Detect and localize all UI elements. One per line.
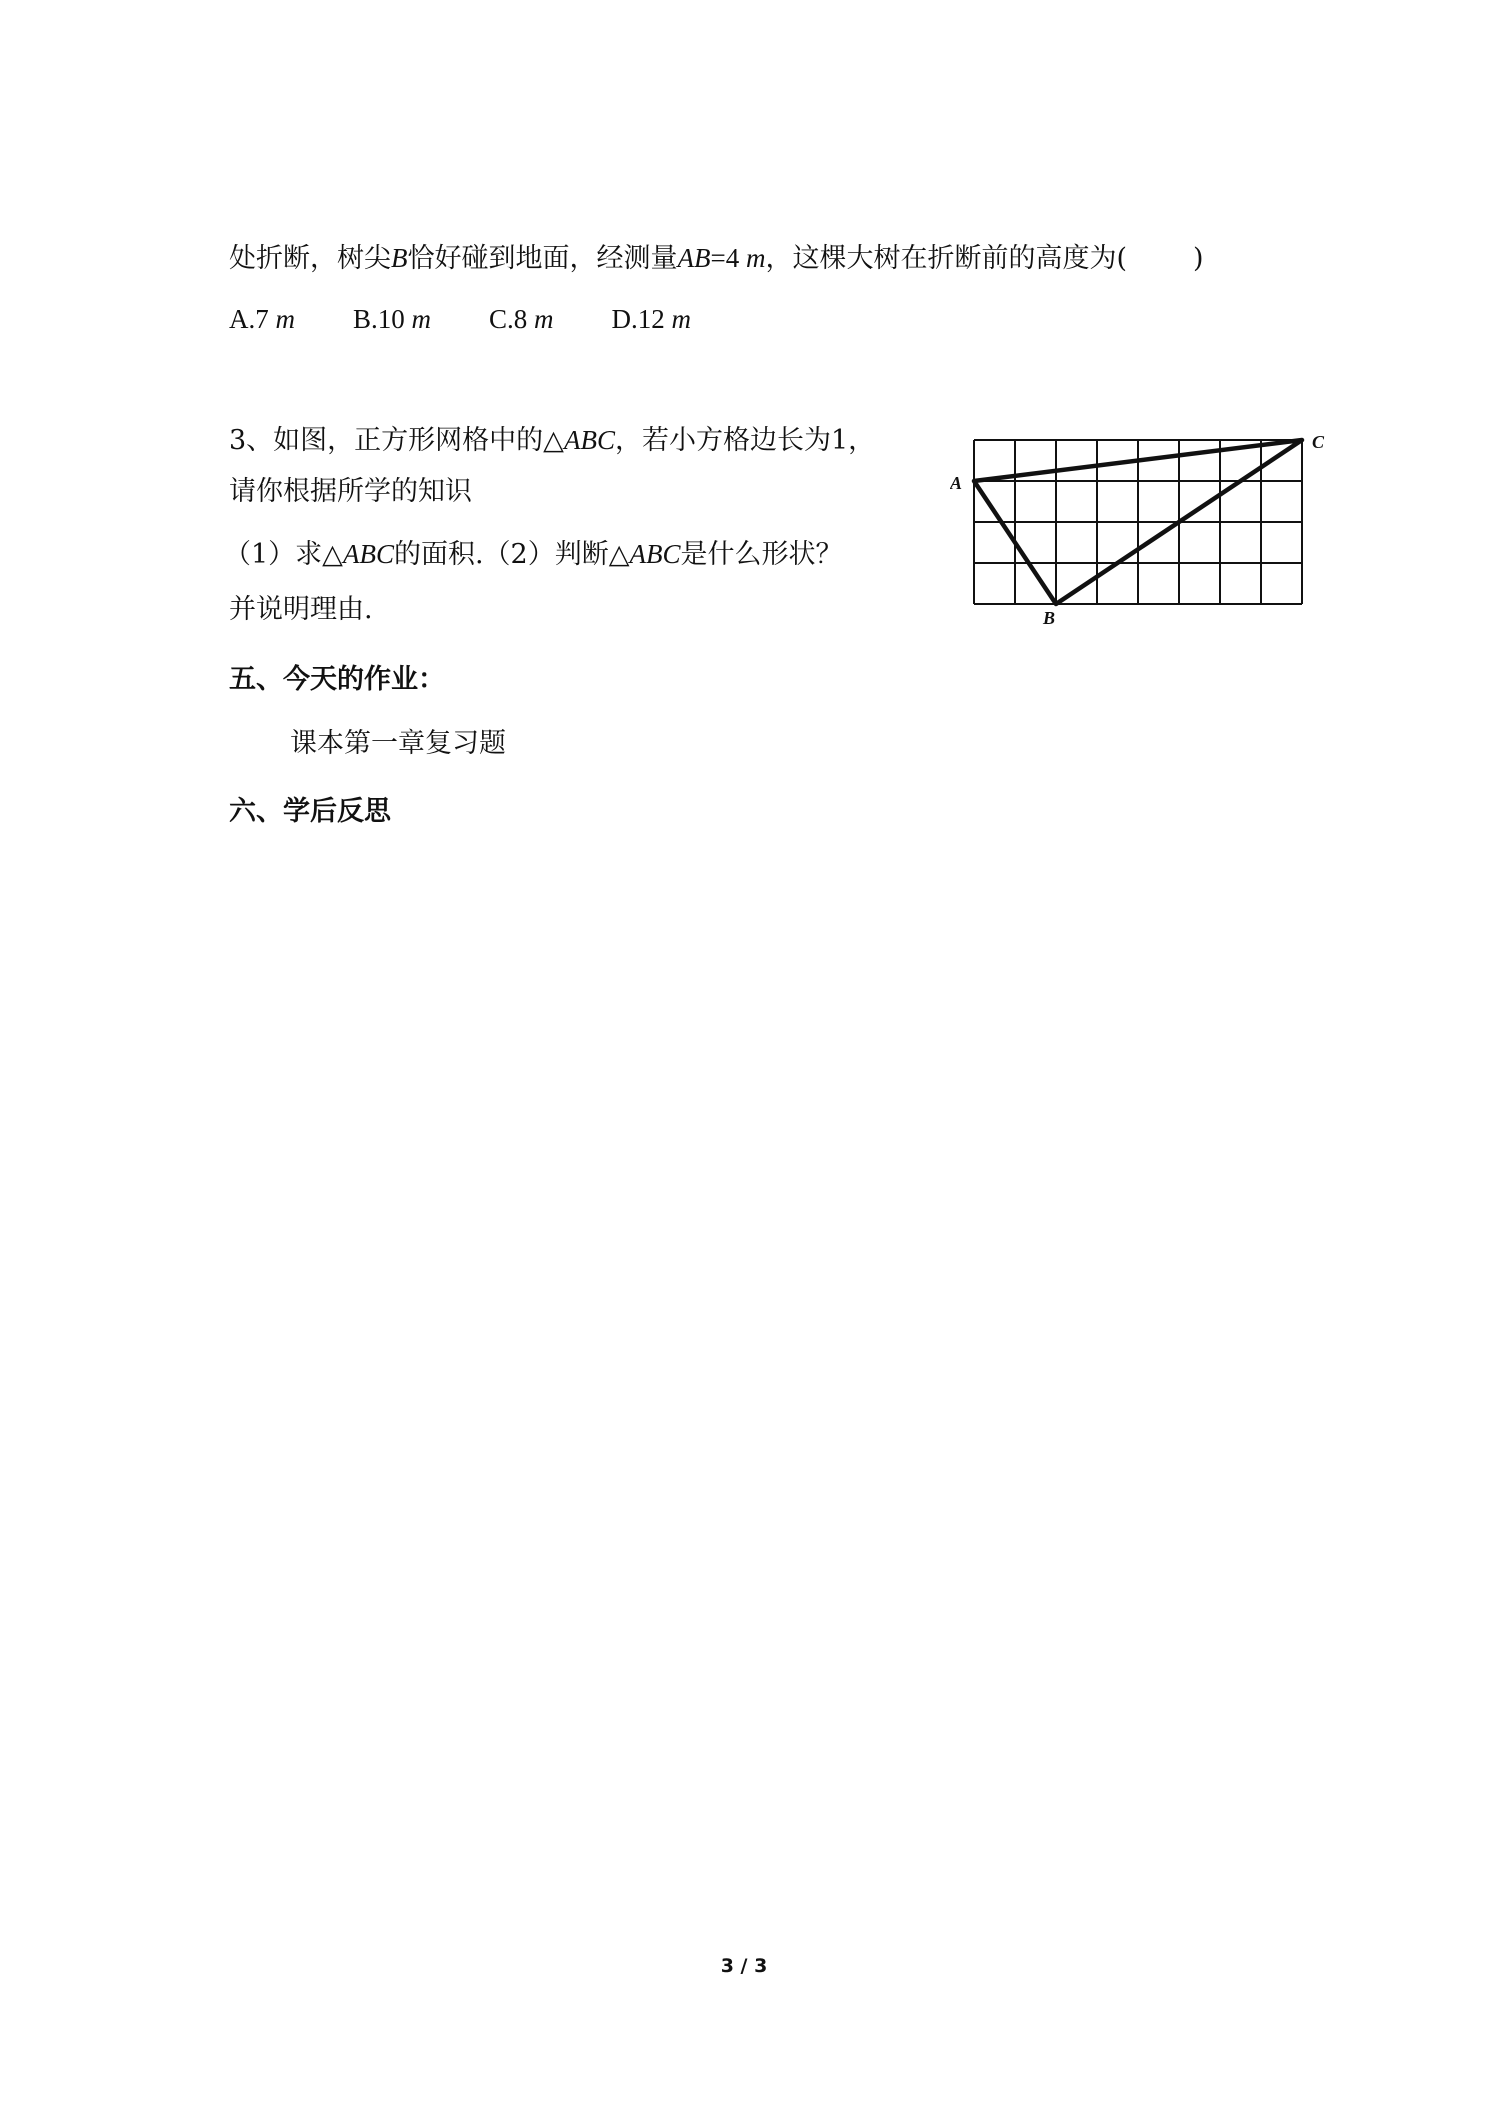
q2-text-a: 处折断，树尖: [229, 243, 391, 274]
q3-l3-d: ABC: [629, 539, 681, 569]
option-a: A.7 m: [229, 304, 295, 334]
section5-content: 课本第一章复习题: [290, 728, 506, 759]
question3-line1: [229, 420, 875, 461]
q3-l3-a: （1）求△: [224, 539, 343, 570]
option-c: C.8 m: [489, 304, 554, 334]
q3-l3-c: 的面积.（2）判断△: [393, 539, 630, 570]
option-b: B.10 m: [353, 304, 432, 334]
q3-l3-e: 是什么形状？: [680, 539, 843, 570]
q2-text-h: ): [1193, 243, 1204, 274]
q2-text-g: ，这棵大树在折断前的高度为(: [765, 243, 1128, 274]
q2-text-b: B: [391, 243, 408, 273]
q3-l1-a: 3、如图，正方形网格中的△: [229, 425, 564, 456]
label-c: C: [1312, 432, 1325, 452]
question2-options: [229, 299, 749, 339]
q3-l3-b: ABC: [342, 539, 394, 569]
question3-line3: [224, 534, 842, 575]
square-grid: [974, 440, 1302, 604]
q3-l1-c: ，若小方格边长为1，: [614, 425, 876, 456]
page-number: 3 / 3: [720, 1955, 768, 1977]
section6-heading: 六、学后反思: [229, 796, 391, 827]
option-d: D.12 m: [611, 304, 692, 334]
q2-text-f: m: [745, 243, 766, 273]
q3-l1-b: ABC: [563, 425, 615, 455]
question3-line2: 请你根据所学的知识: [229, 476, 472, 507]
question2-text-line: [229, 238, 1204, 279]
label-b: B: [1043, 608, 1056, 628]
label-a: A: [950, 473, 963, 493]
section5-heading: 五、今天的作业：: [229, 664, 445, 695]
triangle-grid-figure: [950, 428, 1340, 648]
q2-text-d: AB: [677, 243, 711, 273]
question3-line4: 并说明理由.: [229, 594, 373, 625]
q2-text-c: 恰好碰到地面，经测量: [407, 243, 678, 274]
q2-text-e: =4: [710, 243, 746, 273]
